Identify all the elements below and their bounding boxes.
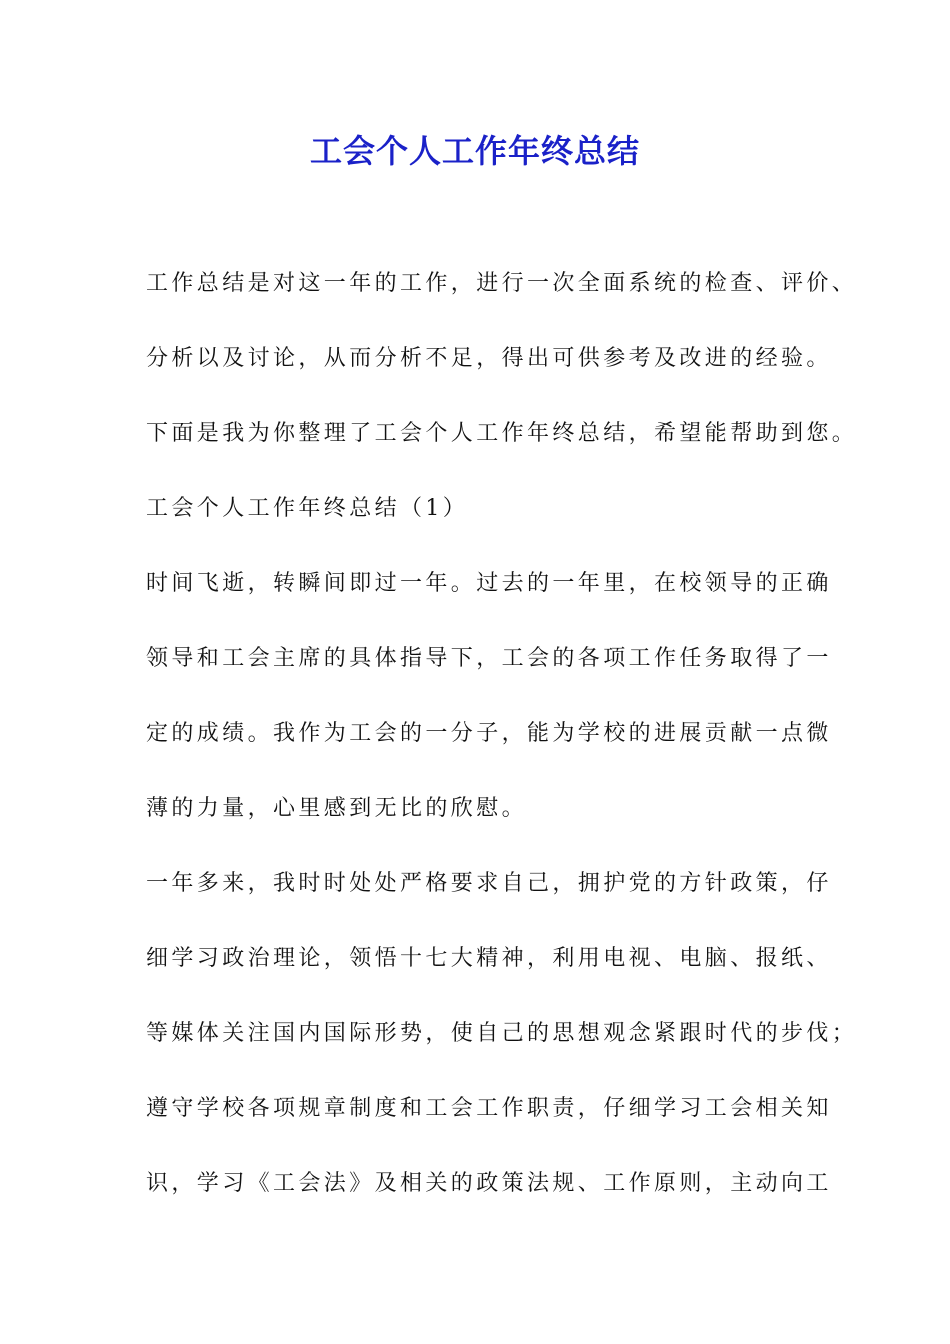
text-line: 下面是我为你整理了工会个人工作年终总结，希望能帮助到您。 bbox=[146, 421, 858, 446]
text-line: 等媒体关注国内国际形势，使自己的思想观念紧跟时代的步伐； bbox=[146, 1021, 858, 1046]
text-line: 细学习政治理论，领悟十七大精神，利用电视、电脑、报纸、 bbox=[146, 946, 832, 971]
text-line: 时间飞逝，转瞬间即过一年。过去的一年里，在校领导的正确 bbox=[146, 571, 832, 596]
text-line: 薄的力量，心里感到无比的欣慰。 bbox=[146, 796, 528, 821]
text-line: 识，学习《工会法》及相关的政策法规、工作原则，主动向工 bbox=[146, 1171, 832, 1196]
text-line: 领导和工会主席的具体指导下，工会的各项工作任务取得了一 bbox=[146, 646, 832, 671]
section-heading: 工会个人工作年终总结（1） bbox=[146, 496, 469, 521]
text-line: 分析以及讨论，从而分析不足，得出可供参考及改进的经验。 bbox=[146, 346, 832, 371]
document-title: 工会个人工作年终总结 bbox=[309, 132, 640, 170]
text-line: 一年多来，我时时处处严格要求自己，拥护党的方针政策，仔 bbox=[146, 871, 832, 896]
text-line: 定的成绩。我作为工会的一分子，能为学校的进展贡献一点微 bbox=[146, 721, 832, 746]
text-line: 工作总结是对这一年的工作，进行一次全面系统的检查、评价、 bbox=[146, 271, 858, 296]
text-line: 遵守学校各项规章制度和工会工作职责，仔细学习工会相关知 bbox=[146, 1096, 832, 1121]
